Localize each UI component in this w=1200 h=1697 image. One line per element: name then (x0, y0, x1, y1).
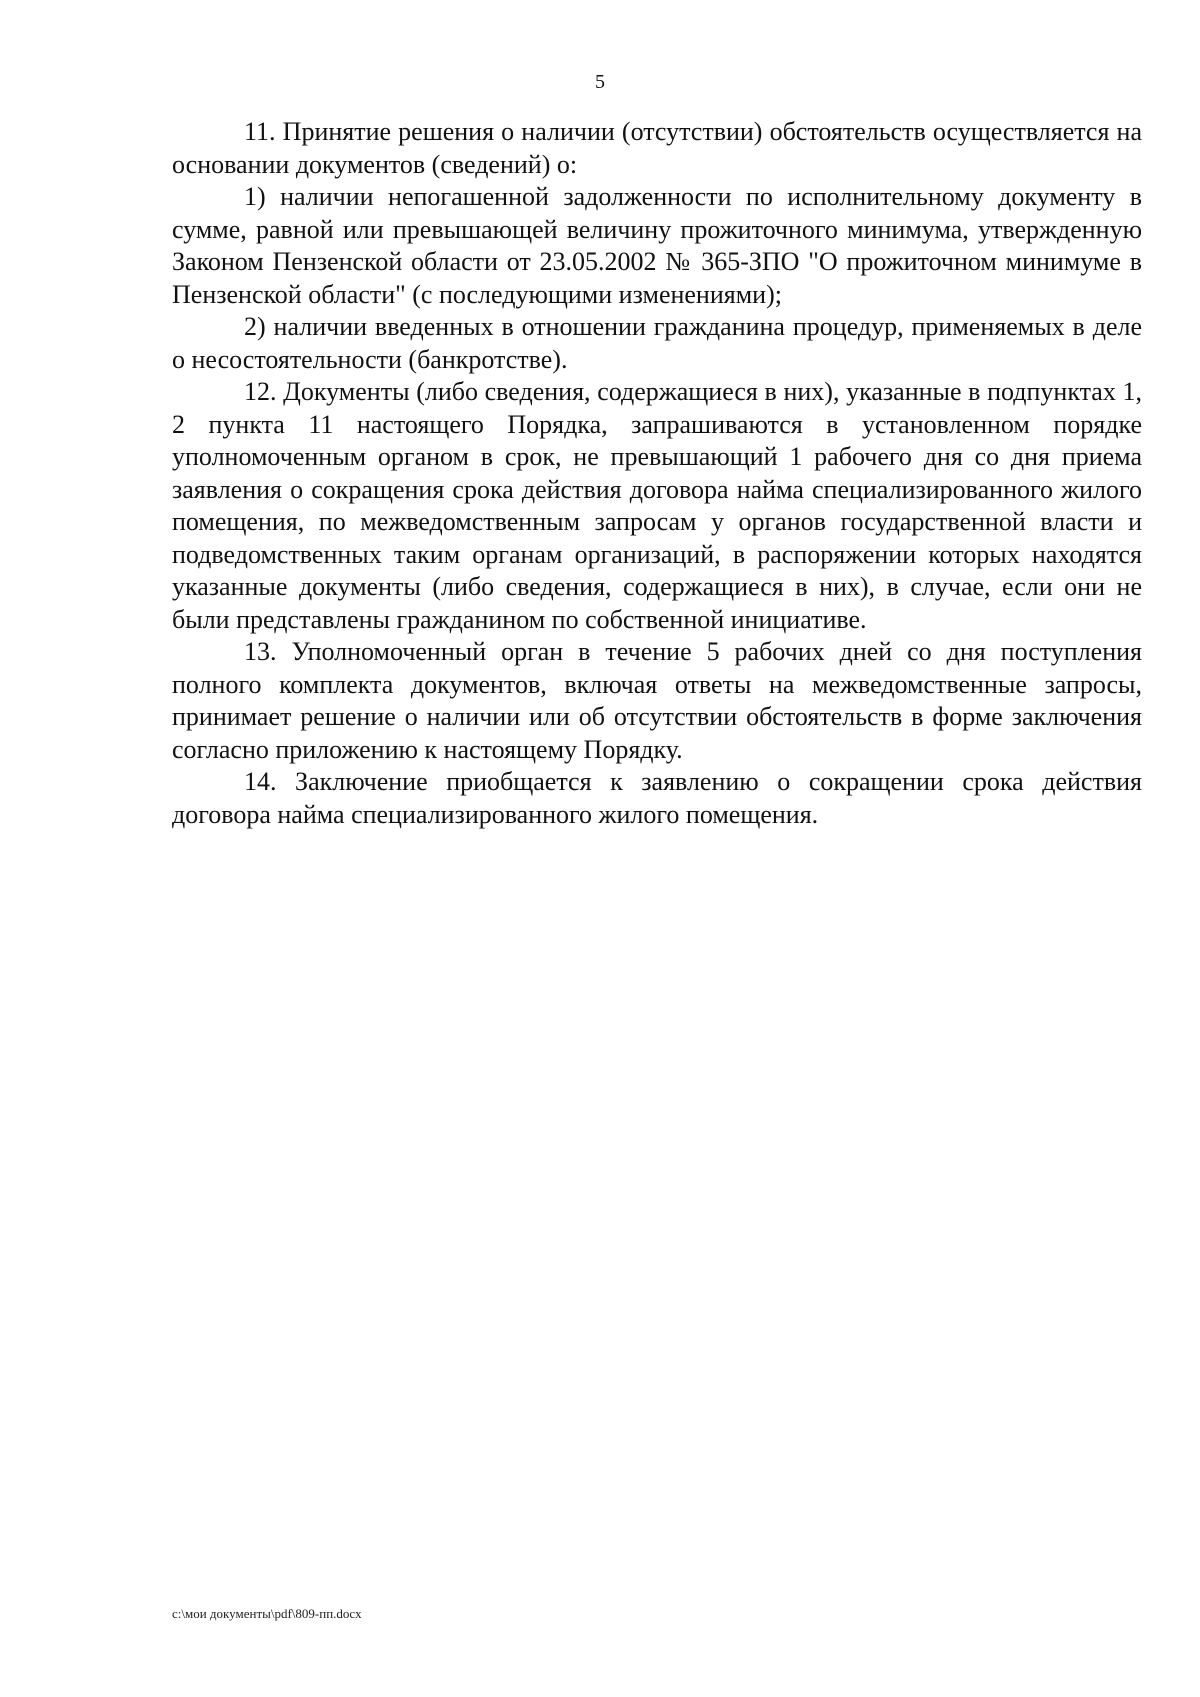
document-body (172, 116, 1142, 831)
paragraph-12: 12. Документы (либо сведения, содержащиеся в них), указанные в подпунктах 1, 2 пункта 11 настоящего Порядка, запрашиваются в установленном порядке уполномоченным органом в срок, не превышающий 1 рабочего дня со дня приема заявления о сокращения срока действия договора найма специализированного жилого помещения, по межведомственным запросам у органов государственной власти и подведомственных таким органам организаций, в распоряжении которых находятся указанные документы (либо сведения, содержащиеся в них), в случае, если они не были представлены гражданином по собственной инициативе. (172, 377, 1142, 634)
page-number: 5 (595, 71, 605, 93)
footer-file-path: c:\мои документы\pdf\809-пп.docx (172, 1606, 362, 1621)
paragraph-14: 14. Заключение приобщается к заявлению о сокращении срока действия договора найма специализированного жилого помещения. (172, 767, 1142, 829)
paragraph-11-item-2: 2) наличии введенных в отношении гражданина процедур, применяемых в деле о несостоятельности (банкротстве). (172, 312, 1142, 374)
paragraph-11-item-1: 1) наличии непогашенной задолженности по исполнительному документу в сумме, равной или превышающей величину прожиточного минимума, утвержденную Законом Пензенской области от 23.05.2002 № 365-ЗПО "О прожиточном минимуме в Пензенской области" (с последующими изменениями); (172, 182, 1142, 309)
paragraph-11: 11. Принятие решения о наличии (отсутствии) обстоятельств осуществляется на основании документов (сведений) о: (172, 117, 1142, 179)
paragraph-13: 13. Уполномоченный орган в течение 5 рабочих дней со дня поступления полного комплекта документов, включая ответы на межведомственные запросы, принимает решение о наличии или об отсутствии обстоятельств в форме заключения согласно приложению к настоящему Порядку. (172, 637, 1142, 764)
